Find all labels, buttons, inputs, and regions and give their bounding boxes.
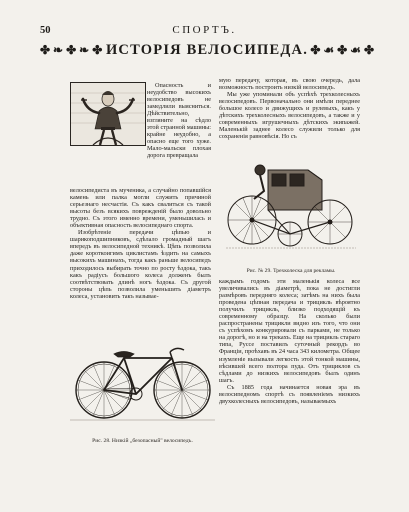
- page-number: 50: [40, 25, 51, 36]
- right-column-top: [219, 77, 360, 140]
- rider-portrait-figure: [70, 82, 146, 146]
- article-title-row: [40, 42, 374, 60]
- left-column-beside-figure: [147, 82, 211, 160]
- title-ornament-right-icon: ✤ ☙ ✤ ☙ ✤: [310, 43, 374, 57]
- paragraph: каждымъ годомъ эти маленькія колеса все увеличивались въ діаметрѣ, пока не достигли размѣровъ передняго колеса; затѣмъ на нихъ была проведена цѣпная передача и трицикль вѣроятно получилъ трицикль, близко подходящій къ современному образцу. На сколько были распространены трицикли видно изъ того, что они съ успѣхомъ конкурировали съ парками, не только на дорогѣ, но и на трекахъ. Еще на трицикль стараго типа, Руссе поставилъ суточный рекордъ во Франціи, проѣхавъ въ 24 часа 343 километра. Общее изумленіе вызывали легкость этой тонкой машины, вѣсившей всего полтора пуда. Отъ трициклов съ сѣдлами до низкихъ велосипедовъ былъ одинъ шагъ.: [219, 278, 360, 384]
- safety-bicycle-figure: [70, 332, 215, 428]
- right-column-middle: [219, 278, 360, 405]
- paragraph: Опасность и неудобство высокихъ велосипедовъ не замедлили выясниться. Дѣйствительно, взгляните на сѣдло этой странной машины: крайне неудобно, а опасно еще того хуже. Мало-мальски плохая дорога превращала: [147, 82, 211, 160]
- tricycle-figure: [222, 150, 360, 266]
- paragraph: велосипедиста въ мученика, а случайно попавшійся камень или палка могли служить причиной серьезнаго несчастія. Съ какъ свалиться съ такой высоты безъ всякихъ поврежденій было довольно трудно. Съ этого именно времени, уменьшилась и объективная опасность велосипеднаго спорта.: [70, 187, 211, 230]
- paragraph: мую передачу, которая, въ свою очередь, дала возможность построить низкій велосипедъ.: [219, 77, 360, 92]
- safety-bicycle-illustration: [70, 332, 215, 428]
- figure-28-caption: Рис. 28. Низкій „безопасный" велосипедъ.: [92, 438, 193, 444]
- rider-portrait-illustration: [71, 83, 145, 145]
- article-title: ИСТОРІЯ ВЕЛОСИПЕДА.: [105, 42, 309, 58]
- left-column-continued: [70, 187, 211, 300]
- figure-29-caption: Рис. № 29. Трехколеска для рекламы.: [246, 268, 336, 274]
- tricycle-illustration: [222, 150, 360, 266]
- paragraph: Мы уже упоминали объ успѣхѣ трехколесныхъ велосипедовъ. Первоначально они имѣли переднее большое колесо и движущихъ и рулевыхъ, какъ у дѣтскихъ трехколесныхъ велосипедовъ, а также и у современныхъ игрушечныхъ дѣтскихъ экипажей. Маленькій заднее колесо служили только для сохраненія равновѣсія. Но съ: [219, 91, 360, 141]
- title-ornament-left-icon: ✤ ❧ ✤ ❧ ✤: [40, 43, 103, 57]
- running-title: СПОРТЪ.: [172, 24, 237, 36]
- paragraph: Съ 1885 года начинается новая эра въ велосипедномъ спортѣ съ появленіемъ низкихъ двухколесныхъ велосипедовъ, называемыхъ: [219, 383, 360, 405]
- paragraph: Изобрѣтеніе передачи цѣпью и шарикоподшипниковъ, сдѣлало громадный шагъ впередъ въ велосипедной техникѣ. Цѣпь позволила даже короткоигимъ циклистамъ ѣздить на самыхъ высокихъ машинахъ, тогда какъ раньше велосипедъ приходилось выбирать точно по росту ѣздока, такъ какъ радіусъ большого колеса долженъ былъ соотвѣтствовать длинѣ ногъ ѣздока. Съ другой стороны цѣпь позволила уменьшить діаметръ колеса, установить такъ называе-: [70, 229, 211, 300]
